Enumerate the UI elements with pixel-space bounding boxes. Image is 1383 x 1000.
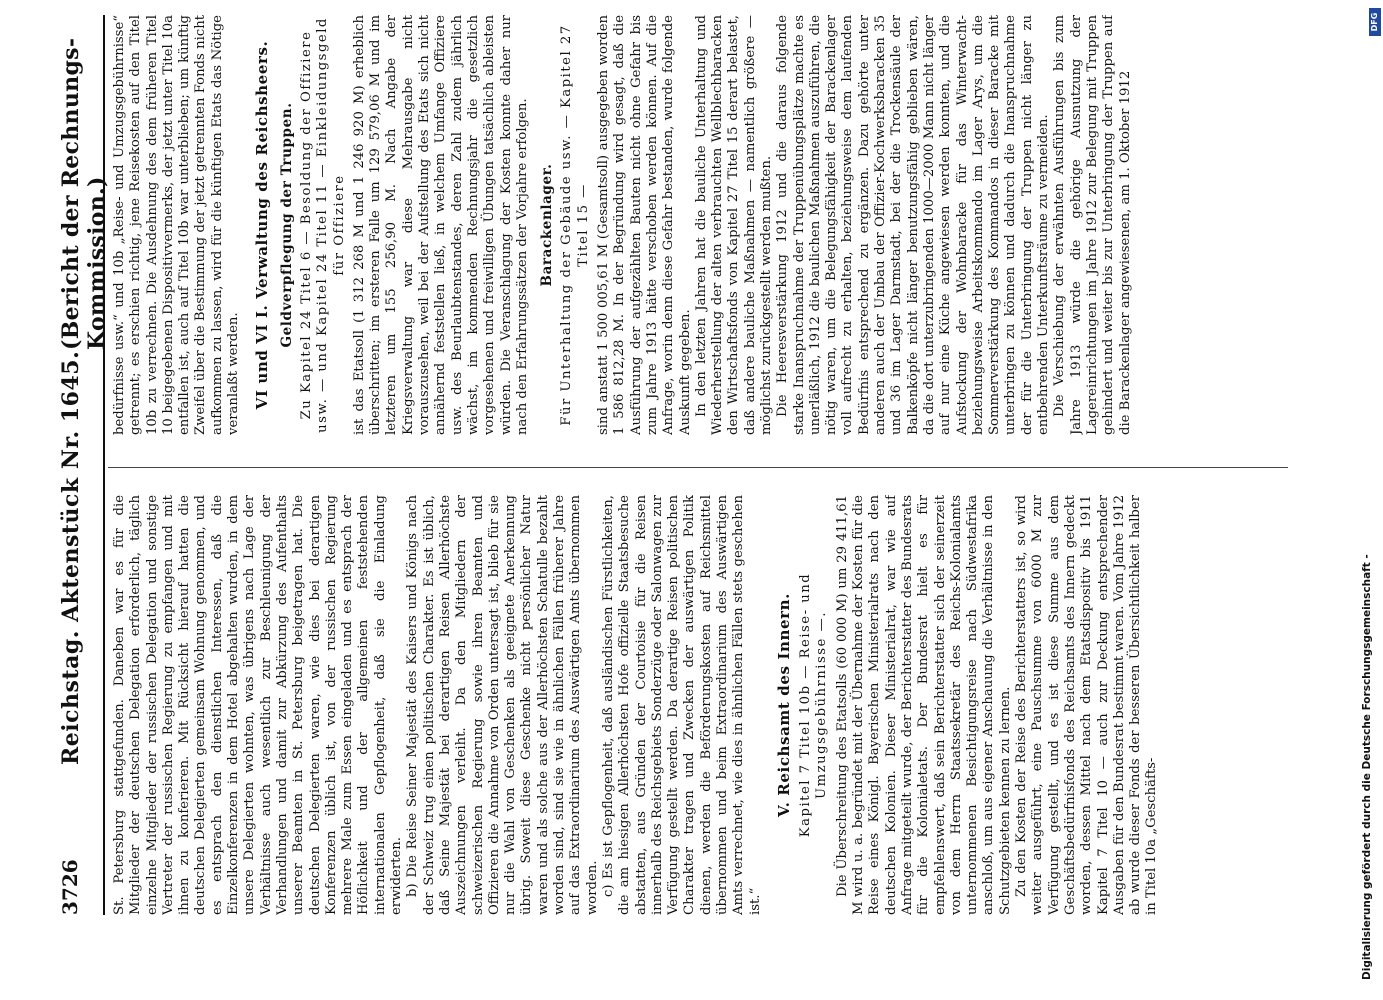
dfg-logo-text: DFG: [1370, 12, 1379, 32]
paragraph: sind anstatt 1 500 005,61 M (Gesamtsoll) ausgegeben worden 1 586 812,28 M. In der Begründung wird gesagt, daß die Ausführung der aufgezählten Bauten nicht ohne Gefahr bis zum Jahre 1913 hätte verschoben werden können. Auf die Anfrage, worin denn diese Gefahr bestanden, wurde folgende Auskunft gegeben.: [596, 15, 693, 435]
paragraph: b) Die Reise Seiner Majestät des Kaisers und Königs nach der Schweiz trug einen politischen Charakter. Es ist üblich, daß Seine Majestät bei derartigen Reisen Allerhöchste Auszeichnungen verleiht. Da den Mitgliedern der schweizerischen Regierung sowie ihren Beamten und Offizieren die Annahme von Orden untersagt ist, blieb für sie nur die Wahl von Geschenken als geeignete Anerkennung übrig. Soweit diese Geschenke nicht persönlicher Natur waren und als solche aus der Allerhöchsten Schatulle bezahlt worden sind, sind sie wie in ähnlichen Fällen früherer Jahre auf das Extraordinarium des Auswärtigen Amts übernommen worden.: [405, 495, 600, 915]
paragraph: Die Heeresverstärkung 1912 und die daraus folgende starke Inanspruchnahme der Truppenübungsplätze machte es unerläßlich, 1912 die baulichen Maßnahmen auszuführen, die nötig waren, um die Belegungsfähigkeit der Barackenlager voll aufrecht zu erhalten, beziehungsweise dem laufenden Bedürfnis entsprechend zu ergänzen. Dazu gehörte unter anderen auch der Umbau der Offizier-Kochwerksbaracken 35 und 36 im Lager Darmstadt, bei der die Trockensäule der Balkenköpfe nicht länger benutzungsfähig geblieben wären, da die dort unterzubringenden 1000—2000 Mann nicht länger auf nur eine Küche angewiesen werden konnten, und die Aufstockung der Wohnbaracke für das Winterwacht- beziehungsweise Arbeitskommando im Lager Arys, um die Sommerverstärkung des Kommandos in dieser Baracke mit unterbringen zu können und dadurch die Inanspruchnahme der für die Unterbringung der Truppen nicht länger zu entbehrenden Unterkunftsräume zu vermeiden.: [775, 15, 1052, 435]
paragraph: bedürfnisse usw.“ und 10b „Reise- und Umzugsgebührnisse“ getrennt; es erschien richtig, jene Reisekosten auf den Titel 10b zu verrechnen. Die Ausdehnung des dem früheren Titel 10 beigegebenen Dispositivvermerks, der jetzt unter Titel 10a entfallen ist, auch auf Titel 10b war unterblieben; um künftig Zweifel über die Bestimmung der jetzt getrennten Fonds nicht aufkommen zu lassen, wird für die künftigen Etats das Nötige veranlaßt werden.: [112, 15, 242, 435]
running-head-title: Reichstag. Aktenstück Nr. 1645.: [58, 350, 84, 765]
column-divider: [108, 467, 1288, 468]
paragraph: c) Es ist Gepflogenheit, daß ausländischen Fürstlichkeiten, die am hiesigen Allerhöchsten Hofe offizielle Staatsbesuche abstatten, aus Gründen der Courtoisie für die Reisen innerhalb des Reichsgebiets Sonderzüge oder Salonwagen zur Verfügung gestellt werden. Da derartige Reisen politischen Charakter tragen und Zwecken der auswärtigen Politik dienen, werden die Beförderungskosten auf Reichsmittel übernommen und beim Extraordinarium des Auswärtigen Amts verrechnet, wie dies in ähnlichen Fällen stets geschehen ist.“: [600, 495, 763, 915]
chapter-reference: Für Unterhaltung der Gebäude usw. — Kapitel 27 Titel 15 —: [559, 24, 591, 426]
chapter-reference: Kapitel 7 Titel 10b — Reise- und Umzugsgebührnisse —.: [798, 572, 830, 838]
section-heading: VI und VI I. Verwaltung des Reichsheers.: [253, 40, 272, 410]
paragraph: Zu den Kosten der Reise des Berichterstatters ist, so wird weiter ausgeführt, eine Pauschsumme von 6000 M zur Verfügung gestellt, und es ist diese Summe aus dem Geschäftsbedürfnisfonds des Reichsamts des Innern gedeckt worden, dessen Mittel nach dem Etatsdispositiv bis 1911 Kapitel 7 Titel 10 — auch zur Deckung entsprechender Ausgaben für den Bundesrat bestimmt waren. Vom Jahre 1912 ab wurde dieser Fonds der besseren Übersichtlichkeit halber in Titel 10a „Geschäfts-: [1014, 495, 1160, 915]
section-heading: V. Reichsamt des Innern.: [774, 593, 793, 817]
left-column: [112, 495, 1287, 915]
running-head-subtitle: (Bericht der Rechnungs-Kommission.): [58, 37, 110, 350]
paragraph: In den letzten Jahren hat die bauliche Unterhaltung und Wiederherstellung der alten verbrauchten Wellblechbaracken den Wirtschaftsfonds von Kapitel 27 Titel 15 derart belastet, daß andere bauliche Maßnahmen — namentlich größere — möglichst zurückgestellt werden mußten.: [693, 15, 774, 435]
page-number: 3726: [58, 859, 82, 915]
paragraph: St. Petersburg stattgefunden. Daneben war es für die Mitglieder der deutschen Delegation erforderlich, täglich einzelne Mitglieder der russischen Delegation und sonstige Vertreter der russischen Regierung zu empfangen und mit ihnen zu konferieren. Mit Rücksicht hierauf hatten die deutschen Delegierten gemeinsam Wohnung genommen, und es entsprach den dienstlichen Interessen, daß die Einzelkonferenzen in dem Hotel abgehalten wurden, in dem unsere Delegierten wohnten, was übrigens nach Lage der Verhältnisse auch wesentlich zur Beschleunigung der Verhandlungen und damit zur Abkürzung des Aufenthalts unserer Beamten in St. Petersburg beigetragen hat. Die deutschen Delegierten waren, wie dies bei derartigen Konferenzen üblich ist, von der russischen Regierung mehrere Male zum Essen eingeladen und es entsprach der Höflichkeit und der allgemeinen feststehenden internationalen Gepflogenheit, daß sie die Einladung erwiderten.: [112, 495, 405, 915]
header-rule: [103, 15, 105, 915]
chapter-reference: Zu Kapitel 24 Titel 6 — Besoldung der Offiziere usw. — und Kapitel 24 Titel 11 — Einkleidungsgeld für Offiziere: [298, 17, 347, 433]
digitization-note: [1361, 20, 1377, 980]
subsection-heading: Barackenlager.: [539, 163, 556, 287]
dfg-logo: [1369, 8, 1381, 36]
subsection-heading: Geldverpflegung der Truppen.: [278, 102, 295, 348]
paragraph: Die Überschreitung des Etatsolls (60 000 M) um 29 411,61 M wird u. a. begründet mit der Übernahme der Kosten für die Reise eines Königl. Bayerischen Ministerialrats nach den deutschen Kolonien. Dieser Ministerialrat, war wie auf Anfrage mitgeteilt wurde, der Berichterstatter des Bundesrats für die Kolonialetats. Der Bundesrat hielt es für empfehlenswert, daß sein Berichterstatter sich der seinerzeit von dem Herrn Staatssekretär des Reichs-Kolonialamts unternommenen Besichtigungsreise nach Südwestafrika anschloß, um aus eigener Anschauung die Verhältnisse in den Schutzgebieten kennen zu lernen.: [834, 495, 1013, 915]
page-header: [30, 15, 110, 915]
right-column: [112, 15, 1287, 435]
paragraph: ist das Etatsoll (1 312 268 M und 1 246 920 M) erheblich überschritten; im ersteren Falle um 129 579,06 M und im letzteren um 155 256,90 M. Nach Angabe der Kriegsverwaltung war diese Mehrausgabe nicht vorauszusehen, weil bei der Aufstellung des Etats sich nicht annähernd feststellen ließ, in welchem Umfange Offiziere usw. des Beurlaubtenstandes, deren Zahl zudem jährlich wächst, im kommenden Rechnungsjahr die gesetzlich vorgesehenen und freiwilligen Übungen tatsächlich ableisten würden. Die Veranschlagung der Kosten konnte daher nur nach den Erfahrungssätzen der Vorjahre erfolgen.: [351, 15, 530, 435]
digitization-note-text: Digitalisierung gefördert durch die Deutsche Forschungsgemeinschaft -: [1361, 554, 1373, 980]
paragraph: Die Verschiebung der erwähnten Ausführungen bis zum Jahre 1913 würde die gehörige Ausnutzung der Lagereinrichtungen im Jahre 1912 zur Belegung mit Truppen gehindert und weiter bis zur Unterbringung der Truppen auf die Barackenlager angewiesenen, am 1. Oktober 1912: [1052, 15, 1133, 435]
